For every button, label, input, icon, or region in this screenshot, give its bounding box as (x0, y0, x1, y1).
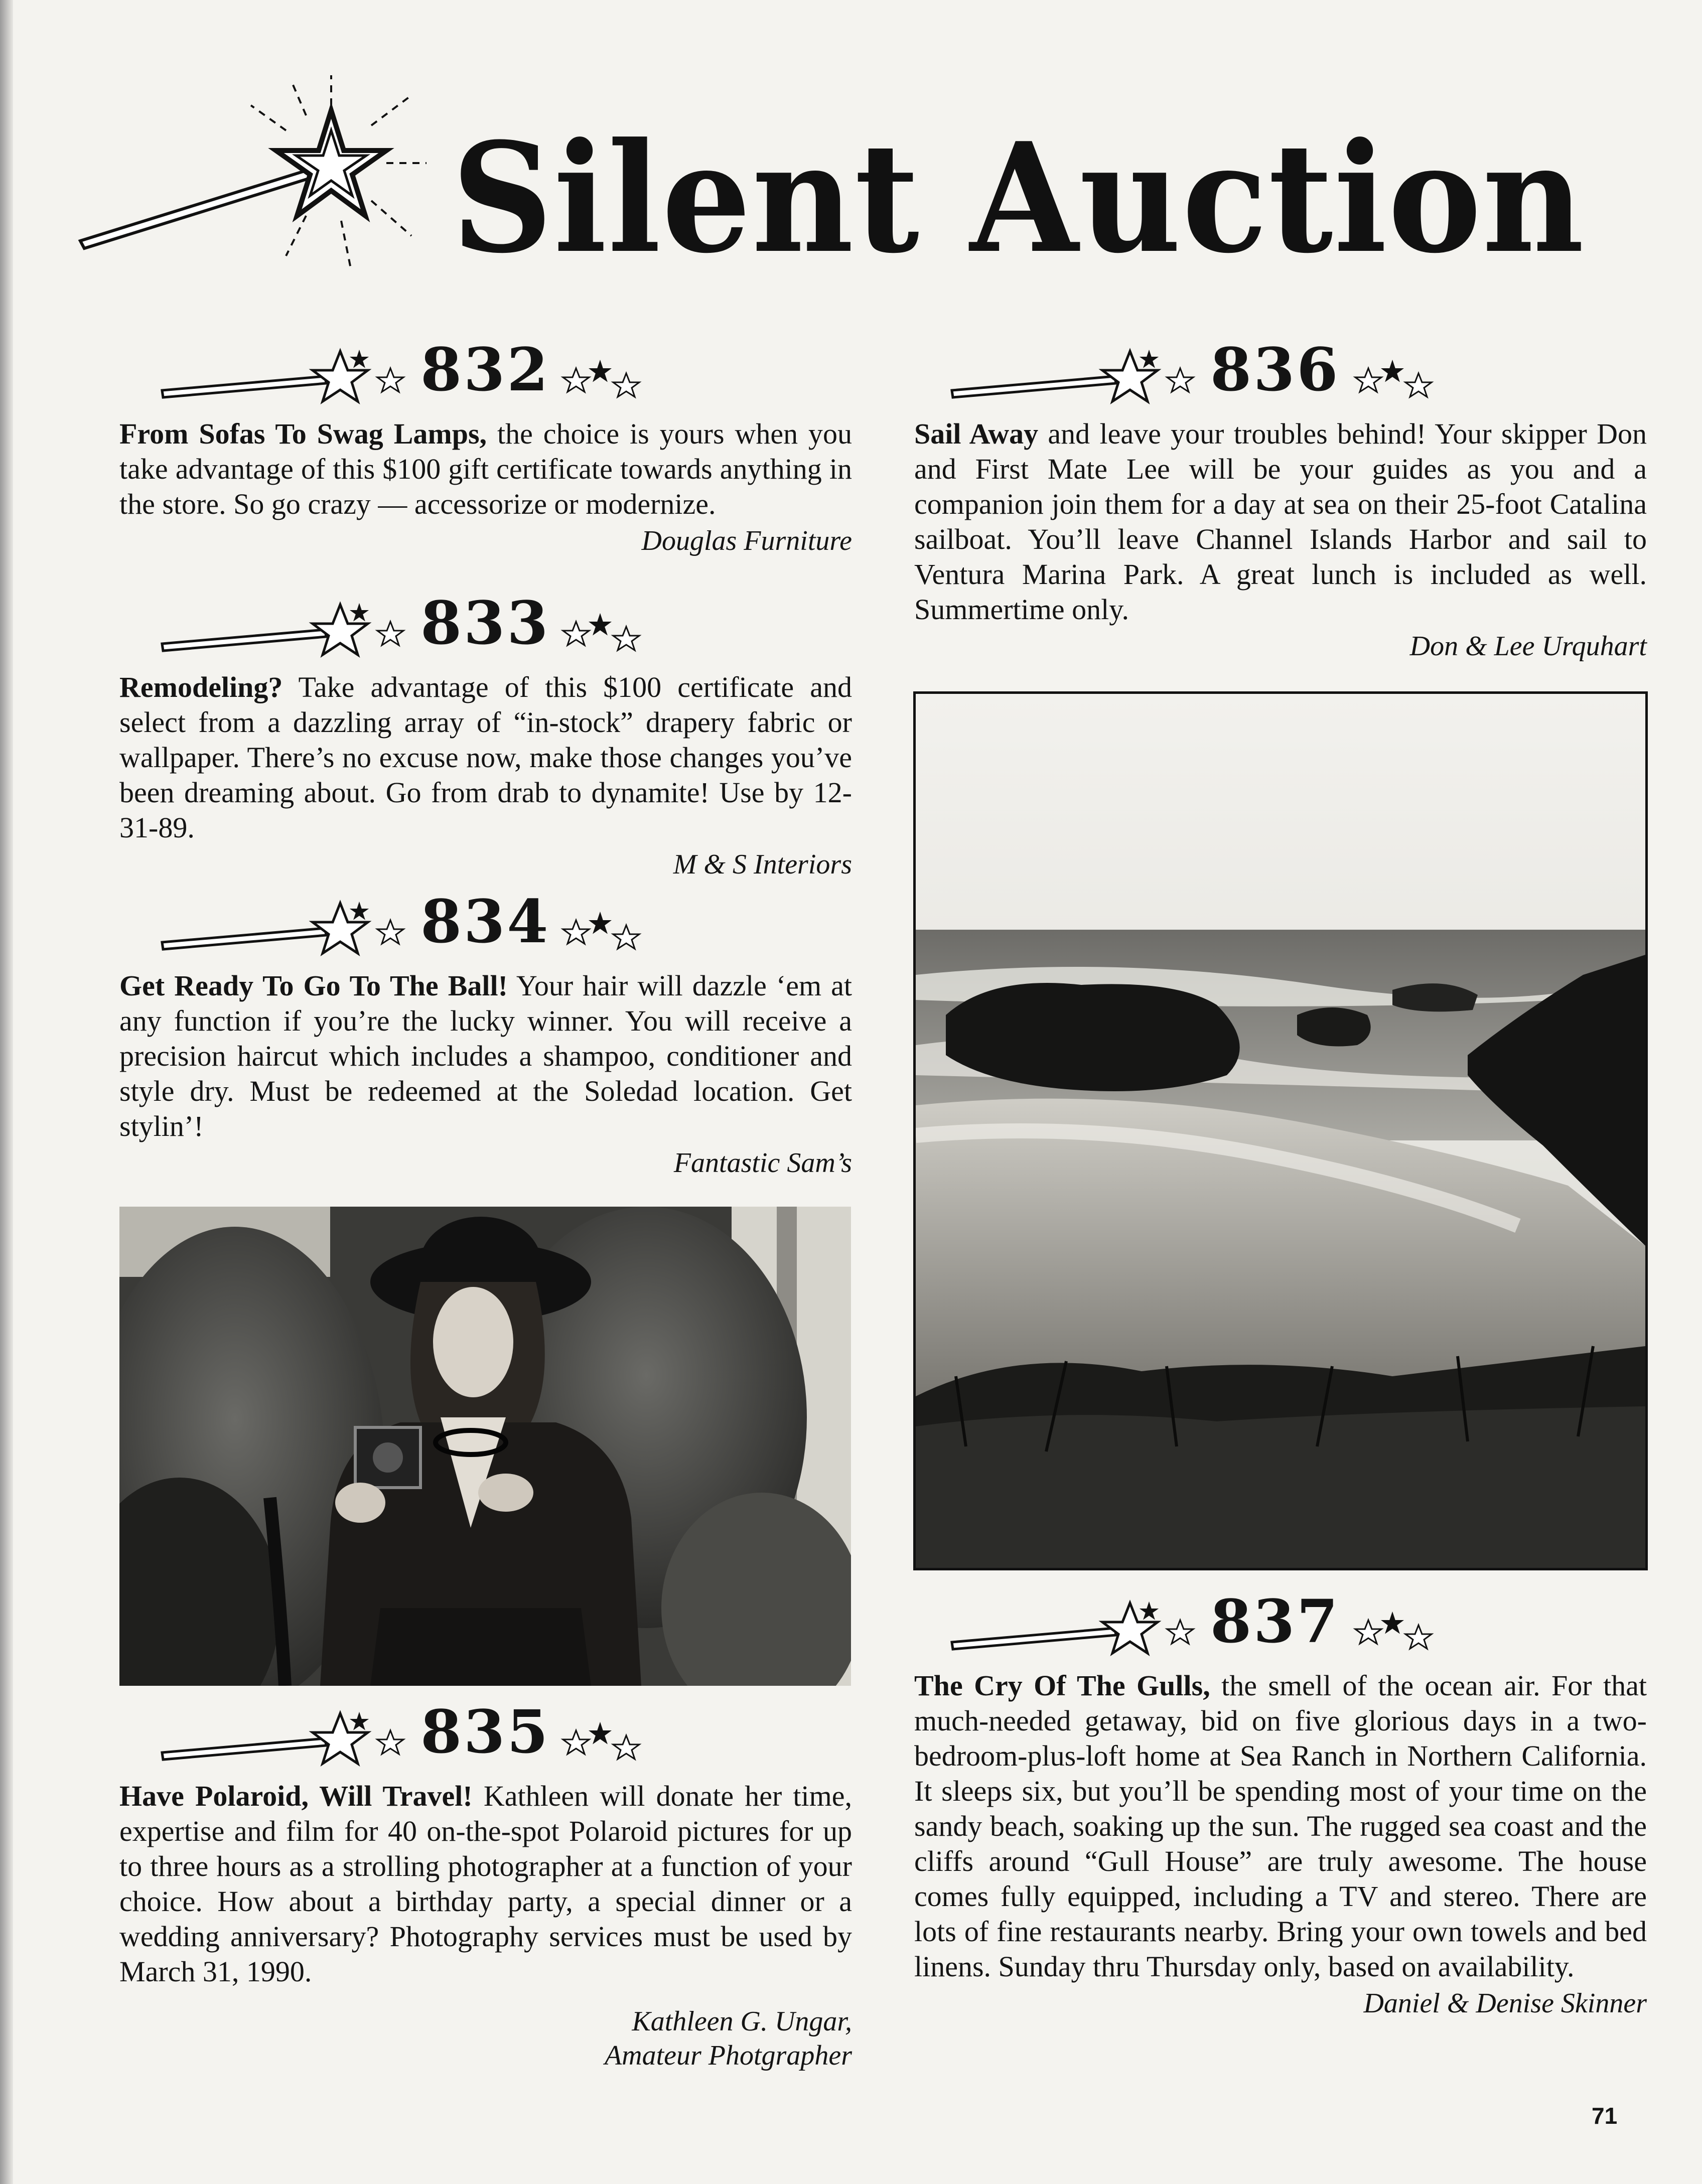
auction-item-832 (119, 331, 852, 558)
item-description (119, 416, 852, 522)
item-header (914, 331, 1647, 416)
item-donor-title: Amateur Photgrapher (604, 2040, 852, 2071)
item-lead: Get Ready To Go To The Ball! (119, 969, 508, 1002)
item-donor: Douglas Furniture (641, 525, 852, 556)
page-binding-shadow (0, 0, 13, 2184)
photo-rugged-sea-coast (913, 691, 1648, 1570)
item-description (119, 670, 852, 845)
title-banner (70, 75, 1666, 286)
item-number: 836 (1210, 335, 1340, 404)
auction-item-837 (914, 1583, 1647, 2020)
auction-item-835 (119, 1693, 852, 2073)
item-donor: M & S Interiors (673, 849, 852, 880)
auction-item-833 (119, 585, 852, 882)
item-text: Take advantage of this $100 certificate and select from a dazzling array of “in-stock” drapery fabric or wallpaper. There’s no excuse now, make those changes you’ve been dreaming about. Go from drab to dynamite! Use by 12-31-89. (119, 671, 852, 844)
item-lead: Have Polaroid, Will Travel! (119, 1780, 473, 1812)
item-text: the choice is yours when you take advantage of this $100 gift certificate towards anything in the store. So go crazy — accessorize or modernize. (119, 417, 852, 520)
item-text: the smell of the ocean air. For that much-needed getaway, bid on five glorious days in a two-bedroom-plus-loft home at Sea Ranch in Northern California. It sleeps six, but you’ll be spending most of your time on the sandy beach, soaking up the sun. The rugged sea coast and the cliffs around “Gull House” are truly awesome. The house comes fully equipped, including a TV and stereo. There are lots of fine restaurants nearby. Bring your own towels and bed linens. Sunday thru Thursday only, based on availability. (914, 1669, 1647, 1983)
item-header (119, 883, 852, 968)
item-lead: The Cry Of The Gulls, (914, 1669, 1210, 1702)
item-description (119, 968, 852, 1144)
item-number: 833 (420, 588, 550, 658)
item-donor-name: Kathleen G. Ungar, (632, 2006, 852, 2037)
item-lead: Remodeling? (119, 671, 283, 703)
item-donor: Fantastic Sam’s (673, 1147, 852, 1179)
item-description (119, 1779, 852, 1989)
auction-item-836 (914, 331, 1647, 663)
item-description (914, 1668, 1647, 1984)
page-number: 71 (1592, 2103, 1618, 2129)
item-header (914, 1583, 1647, 1668)
item-description (914, 416, 1647, 627)
item-header (119, 585, 852, 670)
item-number: 837 (1210, 1586, 1340, 1656)
item-header (119, 1693, 852, 1779)
item-number: 834 (420, 887, 550, 956)
item-number: 835 (420, 1697, 550, 1767)
item-text: Kathleen will donate her time, expertise and film for 40 on-the-spot Polaroid pictures for up to three hours as a strolling photographer at a function of your choice. How about a birthday party, a special dinner or a wedding anniversary? Photography services must be used by March 31, 1990. (119, 1780, 852, 1988)
item-text: Your hair will dazzle ‘em at any function if you’re the lucky winner. You will receive a precision haircut which includes a shampoo, conditioner and style dry. Must be redeemed at the Soledad location. Get stylin’! (119, 969, 852, 1142)
item-lead: From Sofas To Swag Lamps, (119, 417, 487, 450)
item-lead: Sail Away (914, 417, 1039, 450)
auction-item-834 (119, 883, 852, 1180)
item-donor: Daniel & Denise Skinner (1363, 1988, 1647, 2019)
item-donor: Don & Lee Urquhart (1409, 631, 1647, 662)
item-number: 832 (420, 335, 550, 404)
photo-woman-with-polaroid-camera (119, 1207, 851, 1686)
item-text: and leave your troubles behind! Your skipper Don and First Mate Lee will be your guides as you and a companion join them for a day at sea on their 25-foot Catalina sailboat. You’ll leave Channel Islands Harbor and sail to Ventura Marina Park. A great lunch is included as well. Summertime only. (914, 417, 1647, 626)
item-header (119, 331, 852, 416)
page-title: Silent Auction (452, 109, 1585, 286)
magic-wand-star-icon (70, 75, 432, 286)
